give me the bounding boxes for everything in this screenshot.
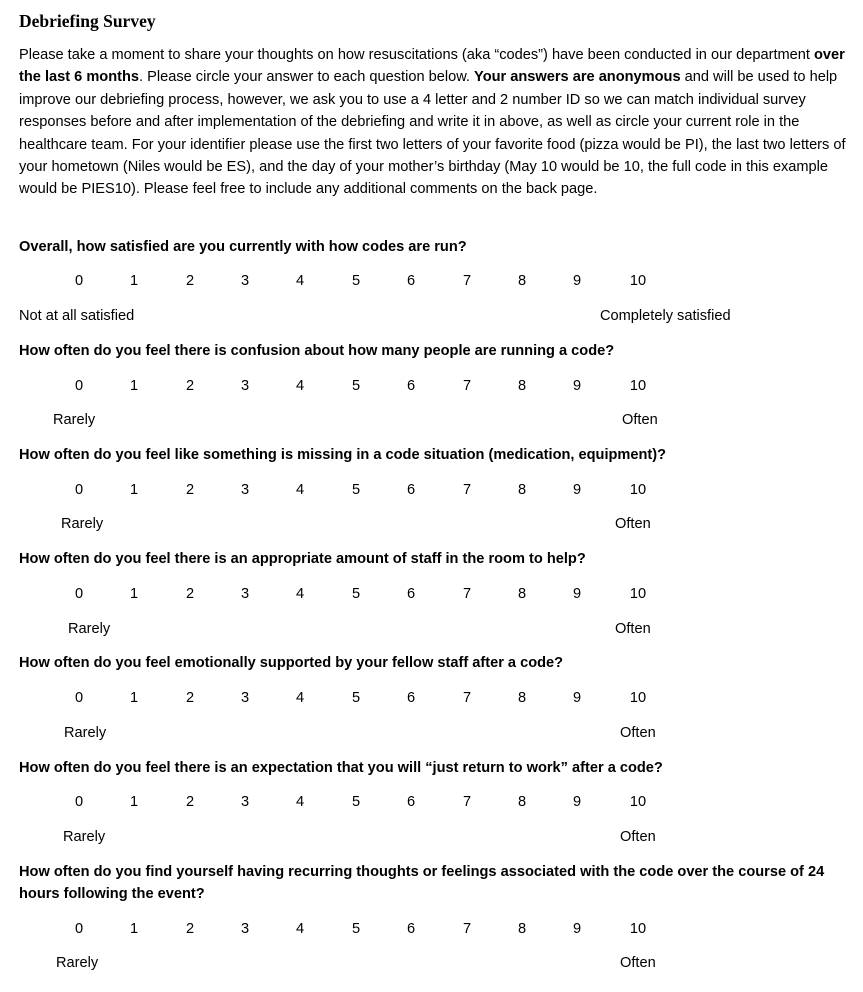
- intro-text-1: Please take a moment to share your thoughts on how resuscitations (aka “codes”) have been conducted in our department: [19, 47, 815, 63]
- rating-option[interactable]: 5: [351, 794, 361, 810]
- intro-bold-anonymous: Your answers are anonymous: [474, 69, 681, 86]
- rating-option[interactable]: 4: [295, 586, 305, 602]
- rating-scale-4: [0, 583, 863, 605]
- rating-option[interactable]: 4: [295, 690, 305, 706]
- rating-option[interactable]: 7: [462, 794, 472, 810]
- rating-option[interactable]: 5: [351, 690, 361, 706]
- rating-option[interactable]: 6: [406, 586, 416, 602]
- rating-option[interactable]: 0: [74, 273, 84, 289]
- rating-option[interactable]: 4: [295, 921, 305, 937]
- rating-scale-1: [0, 270, 863, 292]
- rating-option[interactable]: 10: [629, 690, 647, 706]
- question-6: How often do you feel there is an expectation that you will “just return to work” after a code?: [19, 760, 663, 776]
- rating-option[interactable]: 7: [462, 921, 472, 937]
- rating-option[interactable]: 7: [462, 378, 472, 394]
- rating-option[interactable]: 1: [129, 482, 139, 498]
- rating-option[interactable]: 4: [295, 273, 305, 289]
- rating-option[interactable]: 7: [462, 586, 472, 602]
- rating-option[interactable]: 9: [572, 378, 582, 394]
- rating-option[interactable]: 2: [185, 586, 195, 602]
- scale-low-label-4: Rarely: [68, 621, 111, 637]
- rating-option[interactable]: 9: [572, 482, 582, 498]
- rating-option[interactable]: 2: [185, 794, 195, 810]
- rating-option[interactable]: 8: [517, 273, 527, 289]
- scale-high-label-3: Often: [615, 516, 651, 532]
- rating-option[interactable]: 2: [185, 378, 195, 394]
- survey-title: Debriefing Survey: [19, 11, 156, 31]
- rating-scale-3: [0, 479, 863, 501]
- rating-option[interactable]: 0: [74, 794, 84, 810]
- question-5: How often do you feel emotionally supported by your fellow staff after a code?: [19, 655, 564, 671]
- rating-option[interactable]: 6: [406, 794, 416, 810]
- rating-option[interactable]: 1: [129, 586, 139, 602]
- rating-option[interactable]: 0: [74, 482, 84, 498]
- rating-option[interactable]: 8: [517, 794, 527, 810]
- rating-option[interactable]: 7: [462, 273, 472, 289]
- scale-low-label-5: Rarely: [64, 725, 107, 741]
- rating-option[interactable]: 3: [240, 690, 250, 706]
- rating-scale-5: [0, 687, 863, 709]
- rating-option[interactable]: 0: [74, 921, 84, 937]
- rating-option[interactable]: 10: [629, 378, 647, 394]
- rating-option[interactable]: 6: [406, 690, 416, 706]
- rating-option[interactable]: 1: [129, 690, 139, 706]
- scale-high-label-5: Often: [620, 725, 656, 741]
- question-2: How often do you feel there is confusion about how many people are running a code?: [19, 343, 615, 359]
- rating-option[interactable]: 3: [240, 586, 250, 602]
- scale-high-label-2: Often: [622, 412, 658, 428]
- rating-option[interactable]: 10: [629, 794, 647, 810]
- rating-option[interactable]: 9: [572, 586, 582, 602]
- rating-option[interactable]: 8: [517, 586, 527, 602]
- rating-option[interactable]: 3: [240, 273, 250, 289]
- rating-option[interactable]: 2: [185, 690, 195, 706]
- scale-low-label-2: Rarely: [53, 412, 96, 428]
- question-7: How often do you find yourself having recurring thoughts or feelings associated with the code over the course of 24 hours following the event?: [19, 864, 825, 903]
- rating-option[interactable]: 2: [185, 921, 195, 937]
- intro-bold-timeframe: over the last 6 months: [19, 47, 845, 86]
- rating-option[interactable]: 2: [185, 482, 195, 498]
- rating-option[interactable]: 9: [572, 794, 582, 810]
- rating-option[interactable]: 5: [351, 921, 361, 937]
- scale-high-label-4: Often: [615, 621, 651, 637]
- rating-option[interactable]: 3: [240, 378, 250, 394]
- rating-option[interactable]: 6: [406, 378, 416, 394]
- question-4: How often do you feel there is an appropriate amount of staff in the room to help?: [19, 551, 586, 567]
- rating-option[interactable]: 6: [406, 273, 416, 289]
- rating-option[interactable]: 7: [462, 690, 472, 706]
- rating-option[interactable]: 3: [240, 921, 250, 937]
- rating-option[interactable]: 4: [295, 378, 305, 394]
- rating-option[interactable]: 8: [517, 690, 527, 706]
- rating-option[interactable]: 3: [240, 794, 250, 810]
- rating-option[interactable]: 0: [74, 586, 84, 602]
- rating-option[interactable]: 9: [572, 690, 582, 706]
- scale-low-label-6: Rarely: [63, 829, 106, 845]
- rating-option[interactable]: 0: [74, 378, 84, 394]
- rating-scale-6: [0, 791, 863, 813]
- rating-option[interactable]: 8: [517, 378, 527, 394]
- rating-option[interactable]: 5: [351, 273, 361, 289]
- rating-option[interactable]: 10: [629, 482, 647, 498]
- rating-scale-2: [0, 375, 863, 397]
- intro-text-2: . Please circle your answer to each question below.: [139, 69, 475, 86]
- rating-scale-7: [0, 918, 863, 940]
- rating-option[interactable]: 1: [129, 273, 139, 289]
- scale-high-label-6: Often: [620, 829, 656, 845]
- question-1: Overall, how satisfied are you currently with how codes are run?: [19, 239, 467, 255]
- rating-option[interactable]: 1: [129, 794, 139, 810]
- rating-option[interactable]: 5: [351, 378, 361, 394]
- scale-high-label-7: Often: [620, 955, 656, 971]
- rating-option[interactable]: 3: [240, 482, 250, 498]
- rating-option[interactable]: 4: [295, 482, 305, 498]
- scale-low-label-1: Not at all satisfied: [19, 308, 135, 324]
- intro-text-3: and will be used to help improve our debriefing process, however, we ask you to use a 4 letter and 2 number ID so we can match individual survey responses before and after implementation of the debriefing and write it in above, as well as circle your current role in the healthcare team. For your identifier please use the first two letters of your favorite food (pizza would be PI), the last two letters of your hometown (Niles would be ES), and the day of your mother’s birthday (May 10 would be 10, the full code in this example would be PIES10). Please feel free to include any additional comments on the back page.: [19, 69, 846, 198]
- rating-option[interactable]: 5: [351, 586, 361, 602]
- rating-option[interactable]: 10: [629, 921, 647, 937]
- scale-low-label-7: Rarely: [56, 955, 99, 971]
- question-3: How often do you feel like something is missing in a code situation (medication, equipment)?: [19, 447, 667, 463]
- rating-option[interactable]: 6: [406, 482, 416, 498]
- rating-option[interactable]: 9: [572, 273, 582, 289]
- rating-option[interactable]: 1: [129, 378, 139, 394]
- rating-option[interactable]: 5: [351, 482, 361, 498]
- scale-high-label-1: Completely satisfied: [600, 308, 731, 324]
- rating-option[interactable]: 4: [295, 794, 305, 810]
- rating-option[interactable]: 6: [406, 921, 416, 937]
- rating-option[interactable]: 10: [629, 586, 647, 602]
- rating-option[interactable]: 9: [572, 921, 582, 937]
- scale-low-label-3: Rarely: [61, 516, 104, 532]
- rating-option[interactable]: 0: [74, 690, 84, 706]
- intro-paragraph: [19, 44, 849, 201]
- rating-option[interactable]: 1: [129, 921, 139, 937]
- rating-option[interactable]: 2: [185, 273, 195, 289]
- rating-option[interactable]: 7: [462, 482, 472, 498]
- rating-option[interactable]: 8: [517, 482, 527, 498]
- rating-option[interactable]: 8: [517, 921, 527, 937]
- rating-option[interactable]: 10: [629, 273, 647, 289]
